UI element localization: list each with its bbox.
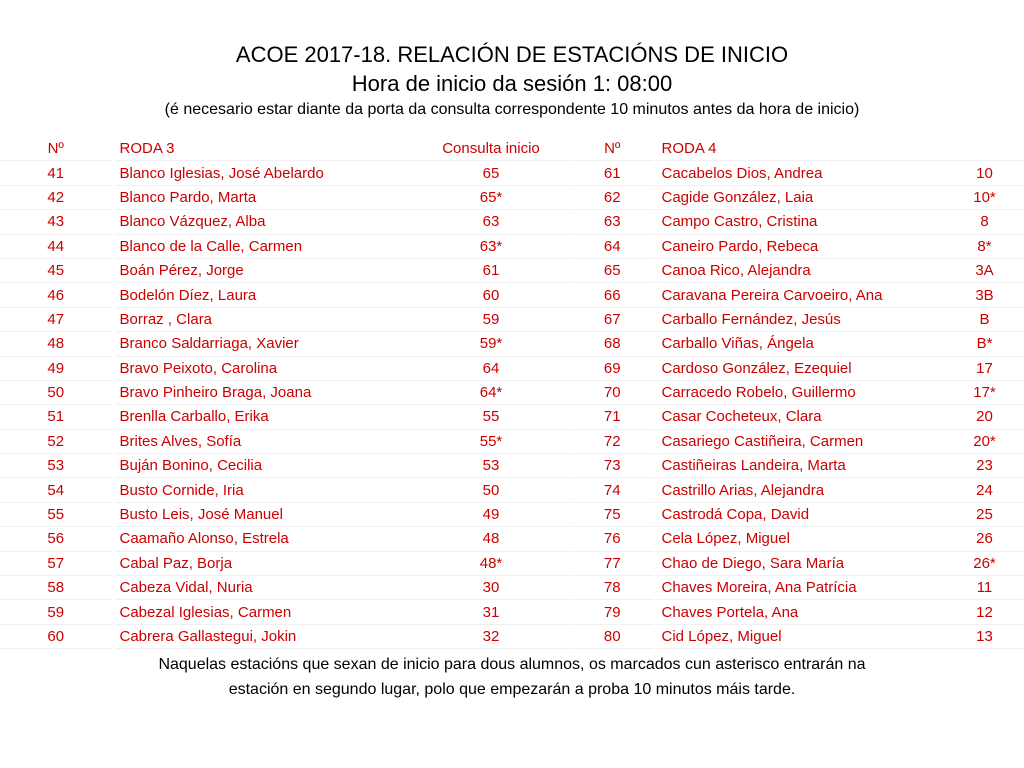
roda3-row bbox=[0, 234, 569, 258]
roda4-row bbox=[571, 502, 1024, 526]
roda3-student-name: Blanco Iglesias, José Abelardo bbox=[113, 161, 413, 185]
roda3-row bbox=[0, 380, 569, 404]
roda3-consulta-start: 48* bbox=[413, 551, 569, 575]
roda4-consulta-start: 3B bbox=[945, 283, 1024, 307]
roda4-station-number: 79 bbox=[571, 600, 655, 624]
roda3-student-name: Bravo Peixoto, Carolina bbox=[113, 356, 413, 380]
roda3-header-row bbox=[0, 137, 569, 161]
roda3-consulta-start: 64* bbox=[413, 380, 569, 404]
roda3-row bbox=[0, 527, 569, 551]
roda4-student-name: Chaves Portela, Ana bbox=[655, 600, 945, 624]
roda4-row bbox=[571, 576, 1024, 600]
roda4-student-name: Cid López, Miguel bbox=[655, 624, 945, 648]
roda3-consulta-start: 63 bbox=[413, 210, 569, 234]
roda4-row bbox=[571, 185, 1024, 209]
roda3-row bbox=[0, 624, 569, 648]
roda3-col-name: RODA 3 bbox=[113, 137, 413, 161]
session-start-time: Hora de inicio da sesión 1: 08:00 bbox=[351, 71, 673, 96]
roda3-station-number: 46 bbox=[0, 283, 113, 307]
roda3-table bbox=[0, 137, 569, 649]
roda4-station-number: 66 bbox=[571, 283, 655, 307]
roda4-student-name: Caravana Pereira Carvoeiro, Ana bbox=[655, 283, 945, 307]
roda4-row bbox=[571, 380, 1024, 404]
roda3-row bbox=[0, 454, 569, 478]
roda3-consulta-start: 55* bbox=[413, 429, 569, 453]
roda3-consulta-start: 65* bbox=[413, 185, 569, 209]
roda4-consulta-start: 13 bbox=[945, 624, 1024, 648]
roda3-consulta-start: 60 bbox=[413, 283, 569, 307]
title-block bbox=[0, 40, 1024, 122]
roda3-station-number: 42 bbox=[0, 185, 113, 209]
roda3-consulta-start: 53 bbox=[413, 454, 569, 478]
roda3-row bbox=[0, 307, 569, 331]
roda4-student-name: Cardoso González, Ezequiel bbox=[655, 356, 945, 380]
roda4-consulta-start: B* bbox=[945, 332, 1024, 356]
roda3-station-number: 43 bbox=[0, 210, 113, 234]
roda4-station-number: 77 bbox=[571, 551, 655, 575]
roda3-consulta-start: 50 bbox=[413, 478, 569, 502]
roda4-consulta-start: 25 bbox=[945, 502, 1024, 526]
roda3-station-number: 55 bbox=[0, 502, 113, 526]
roda4-student-name: Castiñeiras Landeira, Marta bbox=[655, 454, 945, 478]
roda3-student-name: Bravo Pinheiro Braga, Joana bbox=[113, 380, 413, 404]
roda3-row bbox=[0, 576, 569, 600]
roda4-row bbox=[571, 234, 1024, 258]
roda3-student-name: Busto Cornide, Iria bbox=[113, 478, 413, 502]
roda4-student-name: Carballo Viñas, Ángela bbox=[655, 332, 945, 356]
roda3-consulta-start: 61 bbox=[413, 258, 569, 282]
roda4-station-number: 78 bbox=[571, 576, 655, 600]
roda3-station-number: 60 bbox=[0, 624, 113, 648]
roda3-station-number: 56 bbox=[0, 527, 113, 551]
roda3-student-name: Branco Saldarriaga, Xavier bbox=[113, 332, 413, 356]
roda3-station-number: 45 bbox=[0, 258, 113, 282]
roda3-station-number: 59 bbox=[0, 600, 113, 624]
roda4-station-number: 65 bbox=[571, 258, 655, 282]
roda3-student-name: Cabeza Vidal, Nuria bbox=[113, 576, 413, 600]
roda4-consulta-start: 26* bbox=[945, 551, 1024, 575]
roda3-station-number: 47 bbox=[0, 307, 113, 331]
roda4-consulta-start: B bbox=[945, 307, 1024, 331]
roda3-student-name: Boán Pérez, Jorge bbox=[113, 258, 413, 282]
roda4-row bbox=[571, 405, 1024, 429]
roda4-consulta-start: 24 bbox=[945, 478, 1024, 502]
roda4-consulta-start: 8* bbox=[945, 234, 1024, 258]
roda3-consulta-start: 31 bbox=[413, 600, 569, 624]
roda4-station-number: 76 bbox=[571, 527, 655, 551]
roda4-row bbox=[571, 332, 1024, 356]
asterisk-note bbox=[0, 652, 1024, 702]
roda4-table bbox=[571, 137, 1024, 649]
roda4-row bbox=[571, 283, 1024, 307]
roda3-consulta-start: 30 bbox=[413, 576, 569, 600]
roda4-station-number: 70 bbox=[571, 380, 655, 404]
roda3-row bbox=[0, 478, 569, 502]
roda4-col-consulta bbox=[945, 137, 1024, 161]
roda3-consulta-start: 32 bbox=[413, 624, 569, 648]
roda4-station-number: 68 bbox=[571, 332, 655, 356]
roda4-student-name: Casar Cocheteux, Clara bbox=[655, 405, 945, 429]
roda3-student-name: Cabezal Iglesias, Carmen bbox=[113, 600, 413, 624]
roda3-station-number: 50 bbox=[0, 380, 113, 404]
roda4-consulta-start: 26 bbox=[945, 527, 1024, 551]
roda3-consulta-start: 63* bbox=[413, 234, 569, 258]
roda4-student-name: Canoa Rico, Alejandra bbox=[655, 258, 945, 282]
roda3-consulta-start: 65 bbox=[413, 161, 569, 185]
roda4-station-number: 80 bbox=[571, 624, 655, 648]
roda4-station-number: 63 bbox=[571, 210, 655, 234]
roda4-row bbox=[571, 527, 1024, 551]
roda3-student-name: Cabrera Gallastegui, Jokin bbox=[113, 624, 413, 648]
roda3-station-number: 48 bbox=[0, 332, 113, 356]
roda3-consulta-start: 59* bbox=[413, 332, 569, 356]
document-title: ACOE 2017-18. RELACIÓN DE ESTACIÓNS DE INICIO bbox=[235, 42, 789, 67]
roda4-station-number: 69 bbox=[571, 356, 655, 380]
roda3-station-number: 44 bbox=[0, 234, 113, 258]
roda3-student-name: Brenlla Carballo, Erika bbox=[113, 405, 413, 429]
roda4-station-number: 64 bbox=[571, 234, 655, 258]
roda3-station-number: 54 bbox=[0, 478, 113, 502]
roda4-student-name: Chaves Moreira, Ana Patrícia bbox=[655, 576, 945, 600]
roda3-row bbox=[0, 405, 569, 429]
roda4-consulta-start: 20 bbox=[945, 405, 1024, 429]
roda3-station-number: 53 bbox=[0, 454, 113, 478]
roda4-student-name: Carballo Fernández, Jesús bbox=[655, 307, 945, 331]
roda3-row bbox=[0, 210, 569, 234]
roda4-row bbox=[571, 307, 1024, 331]
roda4-row bbox=[571, 454, 1024, 478]
roda4-student-name: Castrillo Arias, Alejandra bbox=[655, 478, 945, 502]
roda4-consulta-start: 12 bbox=[945, 600, 1024, 624]
roda4-row bbox=[571, 600, 1024, 624]
roda4-row bbox=[571, 478, 1024, 502]
roda4-row bbox=[571, 161, 1024, 185]
roda3-row bbox=[0, 258, 569, 282]
roda3-consulta-start: 59 bbox=[413, 307, 569, 331]
roda4-consulta-start: 23 bbox=[945, 454, 1024, 478]
roda3-row bbox=[0, 332, 569, 356]
roda4-station-number: 62 bbox=[571, 185, 655, 209]
roda4-student-name: Caneiro Pardo, Rebeca bbox=[655, 234, 945, 258]
roda4-row bbox=[571, 258, 1024, 282]
roda3-student-name: Caamaño Alonso, Estrela bbox=[113, 527, 413, 551]
roda4-station-number: 67 bbox=[571, 307, 655, 331]
roda3-row bbox=[0, 502, 569, 526]
roda3-row bbox=[0, 356, 569, 380]
roda4-consulta-start: 3A bbox=[945, 258, 1024, 282]
roda3-consulta-start: 55 bbox=[413, 405, 569, 429]
note-line-2: estación en segundo lugar, polo que empezarán a proba 10 minutos máis tarde. bbox=[228, 681, 796, 698]
roda3-row bbox=[0, 551, 569, 575]
roda3-student-name: Brites Alves, Sofía bbox=[113, 429, 413, 453]
roda3-student-name: Busto Leis, José Manuel bbox=[113, 502, 413, 526]
roda4-student-name: Casariego Castiñeira, Carmen bbox=[655, 429, 945, 453]
roda4-student-name: Cagide González, Laia bbox=[655, 185, 945, 209]
roda3-station-number: 57 bbox=[0, 551, 113, 575]
roda3-student-name: Blanco de la Calle, Carmen bbox=[113, 234, 413, 258]
roda4-col-num: Nº bbox=[571, 137, 655, 161]
roda3-student-name: Borraz , Clara bbox=[113, 307, 413, 331]
roda4-station-number: 74 bbox=[571, 478, 655, 502]
roda3-student-name: Blanco Vázquez, Alba bbox=[113, 210, 413, 234]
roda3-row bbox=[0, 185, 569, 209]
roda4-student-name: Chao de Diego, Sara María bbox=[655, 551, 945, 575]
roda4-row bbox=[571, 624, 1024, 648]
roda3-col-consulta: Consulta inicio bbox=[413, 137, 569, 161]
roda4-student-name: Cacabelos Dios, Andrea bbox=[655, 161, 945, 185]
roda4-consulta-start: 20* bbox=[945, 429, 1024, 453]
roda3-station-number: 49 bbox=[0, 356, 113, 380]
roda4-row bbox=[571, 429, 1024, 453]
roda3-student-name: Bodelón Díez, Laura bbox=[113, 283, 413, 307]
roda4-consulta-start: 10 bbox=[945, 161, 1024, 185]
roda3-student-name: Buján Bonino, Cecilia bbox=[113, 454, 413, 478]
roda3-row bbox=[0, 283, 569, 307]
roda4-student-name: Campo Castro, Cristina bbox=[655, 210, 945, 234]
roda3-row bbox=[0, 600, 569, 624]
note-line-1: Naquelas estacións que sexan de inicio para dous alumnos, os marcados cun asterisco entrarán na bbox=[158, 656, 866, 673]
roda3-row bbox=[0, 161, 569, 185]
roda3-col-num: Nº bbox=[0, 137, 113, 161]
roda4-station-number: 71 bbox=[571, 405, 655, 429]
roda4-row bbox=[571, 551, 1024, 575]
roda4-station-number: 75 bbox=[571, 502, 655, 526]
roda4-col-name: RODA 4 bbox=[655, 137, 945, 161]
roda4-row bbox=[571, 356, 1024, 380]
roda3-station-number: 51 bbox=[0, 405, 113, 429]
roda3-student-name: Blanco Pardo, Marta bbox=[113, 185, 413, 209]
roda4-student-name: Carracedo Robelo, Guillermo bbox=[655, 380, 945, 404]
roda3-station-number: 41 bbox=[0, 161, 113, 185]
roda3-student-name: Cabal Paz, Borja bbox=[113, 551, 413, 575]
roda4-consulta-start: 17 bbox=[945, 356, 1024, 380]
roda4-consulta-start: 10* bbox=[945, 185, 1024, 209]
roda4-student-name: Castrodá Copa, David bbox=[655, 502, 945, 526]
roda4-student-name: Cela López, Miguel bbox=[655, 527, 945, 551]
roda4-consulta-start: 11 bbox=[945, 576, 1024, 600]
roda4-consulta-start: 8 bbox=[945, 210, 1024, 234]
roda3-station-number: 52 bbox=[0, 429, 113, 453]
roda4-row bbox=[571, 210, 1024, 234]
roda3-row bbox=[0, 429, 569, 453]
roda4-header-row bbox=[571, 137, 1024, 161]
roda3-consulta-start: 48 bbox=[413, 527, 569, 551]
roda4-station-number: 72 bbox=[571, 429, 655, 453]
roda4-station-number: 61 bbox=[571, 161, 655, 185]
arrival-instruction: (é necesario estar diante da porta da consulta correspondente 10 minutos antes da hora de inicio) bbox=[164, 101, 860, 118]
roda3-consulta-start: 49 bbox=[413, 502, 569, 526]
roda4-station-number: 73 bbox=[571, 454, 655, 478]
roda3-consulta-start: 64 bbox=[413, 356, 569, 380]
roda4-consulta-start: 17* bbox=[945, 380, 1024, 404]
roda3-station-number: 58 bbox=[0, 576, 113, 600]
